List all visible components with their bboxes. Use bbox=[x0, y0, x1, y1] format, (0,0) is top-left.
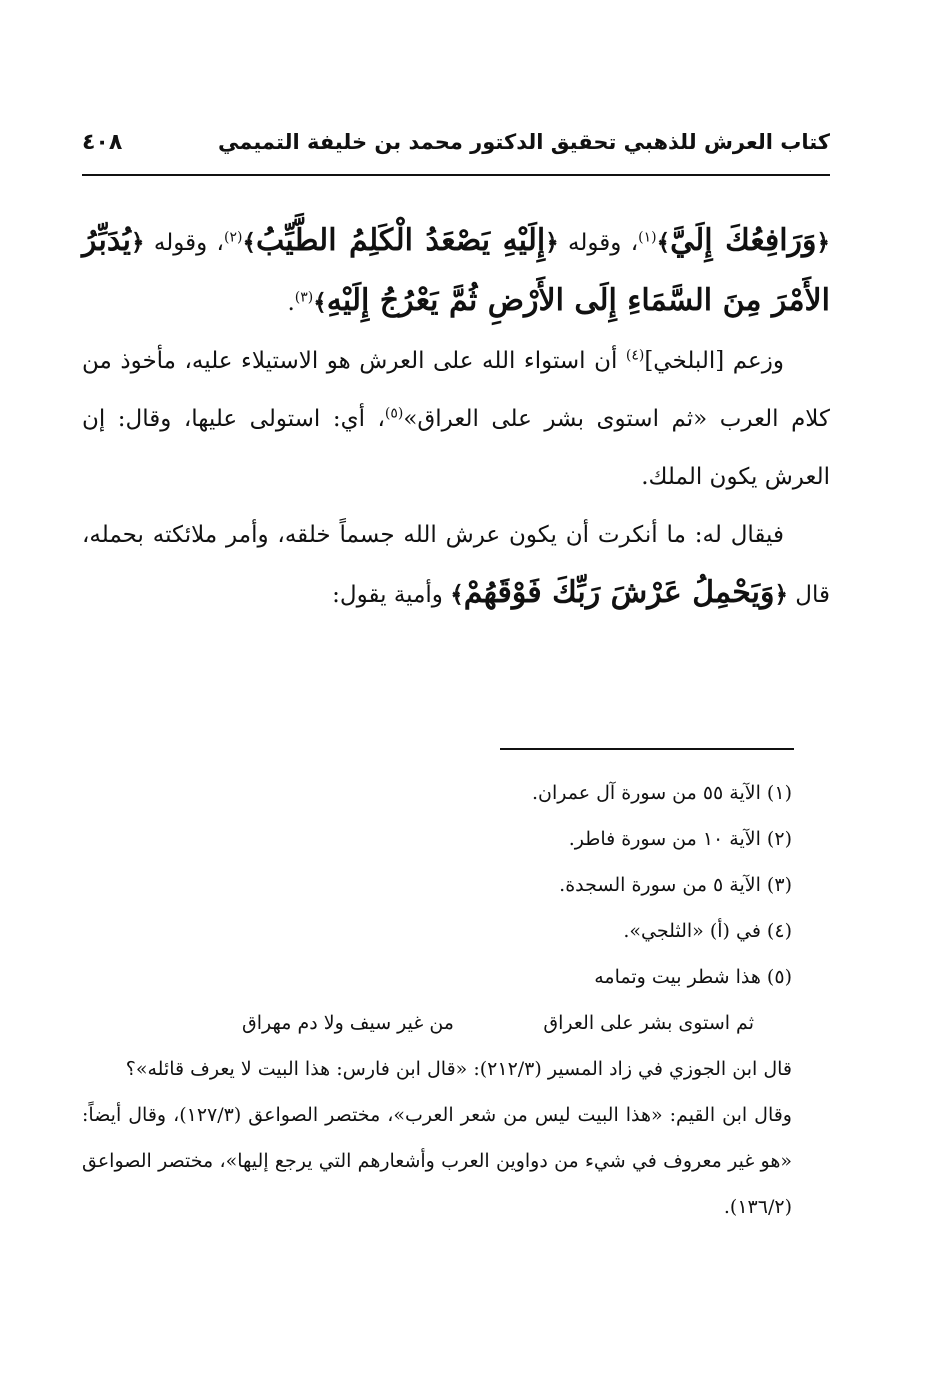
footnote-marker-1: (١) bbox=[638, 229, 657, 246]
running-title: كتاب العرش للذهبي تحقيق الدكتور محمد بن خليفة التميمي bbox=[218, 130, 830, 154]
footnote-2: (٢) الآية ١٠ من سورة فاطر. bbox=[568, 828, 792, 850]
page-header bbox=[82, 122, 830, 162]
footnote-marker-5: (٥) bbox=[384, 405, 404, 422]
paragraph-3 bbox=[82, 506, 830, 624]
footnote-separator bbox=[500, 748, 794, 750]
footnote-5-note-2: وقال ابن القيم: «هذا البيت ليس من شعر العرب»، مختصر الصواعق (١٢٧/٣)، وقال أيضاً: «هو غير معروف في شيء من دواوين العرب وأشعارهم التي يرجع إليها»، مختصر الصواعق (١٣٦/٢). bbox=[82, 1104, 792, 1218]
text-segment: ، أي: استولى عليها، وقال: إن العرش يكون الملك. bbox=[82, 406, 830, 490]
footnote-marker-4: (٤) bbox=[625, 347, 645, 364]
quran-verse-3: يُدَبِّرُ الأَمْرَ مِنَ السَّمَاءِ إِلَى الأَرْضِ ثُمَّ يَعْرُجُ إِلَيْهِ bbox=[82, 223, 830, 318]
text-segment: ، وقوله bbox=[153, 230, 224, 256]
footnote-5-note-1: قال ابن الجوزي في زاد المسير (٢١٢/٣): «قال ابن فارس: هذا البيت لا يعرف قائله»؟ bbox=[125, 1058, 792, 1080]
paragraph-1 bbox=[82, 212, 830, 332]
paragraph-2 bbox=[82, 332, 830, 506]
footnote-5: (٥) هذا شطر بيت وتمامه bbox=[594, 966, 792, 988]
footnote-4: (٤) في (أ) «الثلجي». bbox=[623, 920, 792, 942]
quran-close-bracket: ﴾ bbox=[656, 230, 671, 256]
quran-verse-1: وَرَافِعُكَ إِلَيَّ bbox=[670, 223, 817, 258]
text-segment: وزعم [البلخي] bbox=[644, 348, 784, 374]
header-rule bbox=[82, 174, 830, 176]
footnotes bbox=[82, 770, 792, 1230]
quran-close-bracket: ﴾ bbox=[313, 290, 327, 316]
quran-open-bracket: ﴿ bbox=[545, 230, 559, 256]
quran-verse-4: وَيَحْمِلُ عَرْشَ رَبِّكَ فَوْقَهُمْ bbox=[463, 575, 775, 610]
footnote-marker-3: (٣) bbox=[294, 289, 314, 306]
footnote-3: (٣) الآية ٥ من سورة السجدة. bbox=[559, 874, 792, 896]
footnote-1: (١) الآية ٥٥ من سورة آل عمران. bbox=[532, 782, 792, 804]
poem-verse bbox=[82, 1000, 754, 1046]
text-segment: وأمية يقول: bbox=[332, 582, 451, 608]
quran-open-bracket: ﴿ bbox=[816, 230, 830, 256]
text-segment: . bbox=[287, 290, 295, 316]
verse-first-hemistich: ثم استوى بشر على العراق bbox=[543, 1012, 754, 1034]
page-number: ٤٠٨ bbox=[82, 129, 123, 155]
text-segment: ، وقوله bbox=[568, 230, 639, 256]
quran-close-bracket: ﴾ bbox=[242, 230, 256, 256]
text-segment: أن استواء الله على العرش هو الاستيلاء عليه، مأخوذ من كلام العرب «ثم استوى بشر على العراق» bbox=[82, 348, 830, 432]
footnote-marker-2: (٢) bbox=[223, 229, 243, 246]
quran-open-bracket: ﴿ bbox=[774, 582, 788, 608]
quran-close-bracket: ﴾ bbox=[450, 582, 464, 608]
verse-second-hemistich: من غير سيف ولا دم مهراق bbox=[242, 1012, 454, 1034]
text-segment: فيقال له: ما أنكرت أن يكون عرش الله جسماً خلقه، وأمر ملائكته بحمله، قال bbox=[82, 522, 830, 608]
main-text bbox=[82, 212, 830, 624]
quran-open-bracket: ﴿ bbox=[131, 230, 145, 256]
quran-verse-2: إِلَيْهِ يَصْعَدُ الْكَلِمُ الطَّيِّبُ bbox=[255, 223, 546, 258]
